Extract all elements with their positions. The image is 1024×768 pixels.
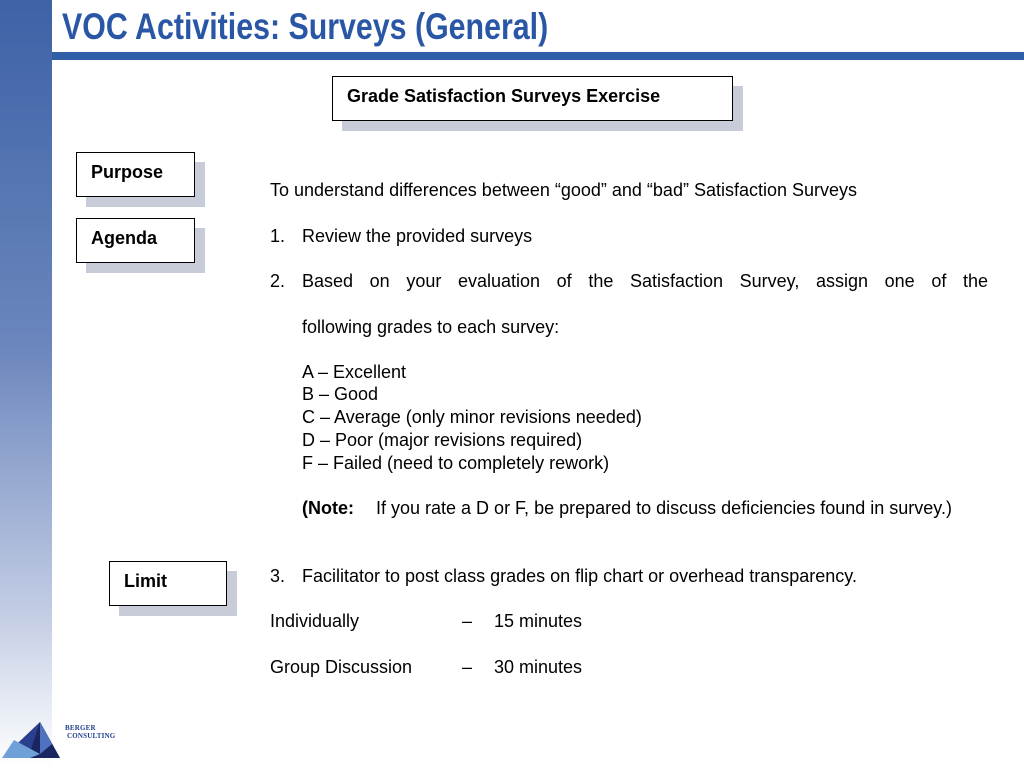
limit-label: Limit [124, 571, 167, 591]
title-underline [52, 52, 1024, 60]
grade-c: C – Average (only minor revisions needed) [302, 407, 642, 427]
agenda-label-box [76, 218, 195, 263]
grade-b: B – Good [302, 384, 379, 404]
limit-label-box [109, 561, 227, 606]
agenda-item-3-number: 3. [270, 566, 286, 586]
limit-activity-group: Group Discussion [270, 657, 413, 677]
exercise-title: Grade Satisfaction Surveys Exercise [347, 86, 661, 106]
limit-dash-2: – [462, 657, 473, 677]
purpose-label: Purpose [91, 162, 164, 182]
logo-wordmark [65, 724, 115, 740]
agenda-item-3-text: Facilitator to post class grades on flip chart or overhead transparency. [302, 566, 857, 586]
grade-f: F – Failed (need to completely rework) [302, 453, 610, 473]
limit-dash-1: – [462, 611, 473, 631]
agenda-item-1-number: 1. [270, 226, 286, 246]
limit-time-group: 30 minutes [494, 657, 583, 677]
purpose-label-box [76, 152, 195, 197]
agenda-item-1-text: Review the provided surveys [302, 226, 533, 246]
agenda-item-2-line-2: following grades to each survey: [302, 317, 560, 337]
grade-d: D – Poor (major revisions required) [302, 430, 583, 450]
agenda-label: Agenda [91, 228, 158, 248]
agenda-item-2-line-1: Based on your evaluation of the Satisfaction Survey, assign one of the [302, 271, 988, 291]
slide-title: VOC Activities: Surveys (General) [62, 6, 549, 47]
grade-a: A – Excellent [302, 362, 407, 382]
limit-activity-individually: Individually [270, 611, 360, 631]
logo-line-2: CONSULTING [67, 732, 116, 740]
side-gradient-strip [0, 0, 52, 768]
logo-line-1: BERGER [65, 724, 96, 732]
purpose-text: To understand differences between “good” and “bad” Satisfaction Surveys [270, 180, 858, 200]
exercise-title-box [332, 76, 733, 121]
limit-time-individually: 15 minutes [494, 611, 583, 631]
agenda-item-2-number: 2. [270, 271, 286, 291]
note-label: (Note: [302, 498, 354, 518]
note-text: If you rate a D or F, be prepared to discuss deficiencies found in survey.) [376, 498, 952, 518]
